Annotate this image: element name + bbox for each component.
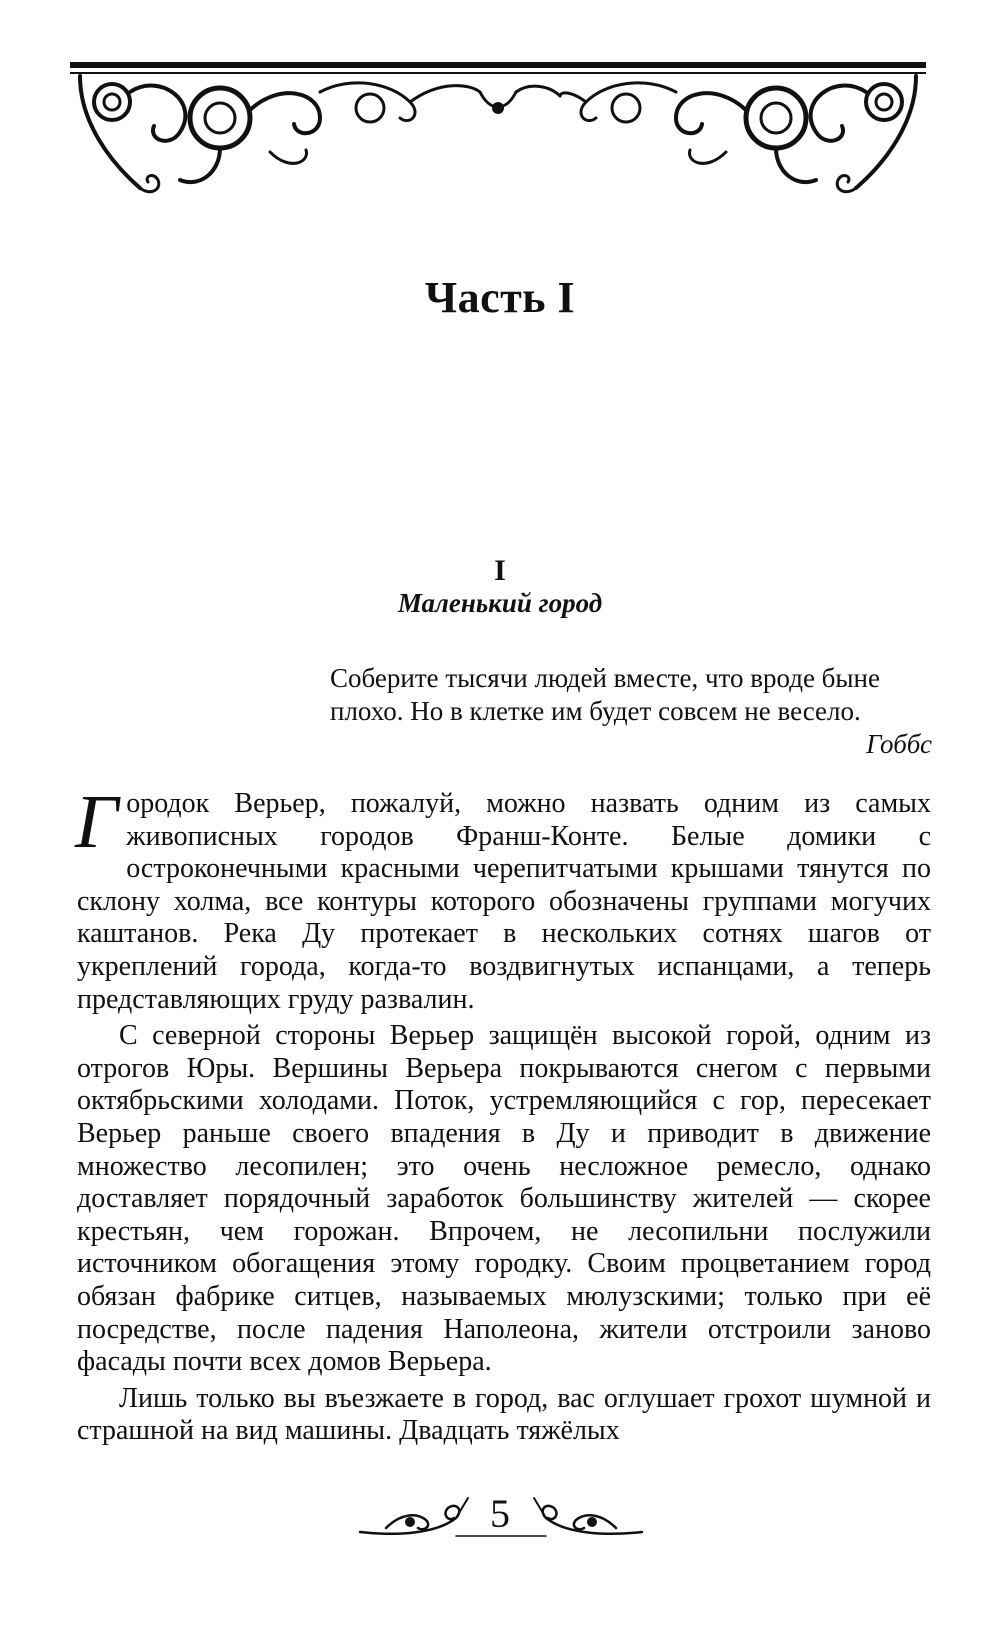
epigraph-author: Гоббс bbox=[866, 729, 932, 759]
part-title: Часть I bbox=[424, 273, 576, 322]
paragraph-text: ородок Верьер, пожалуй, можно назвать одним из самых живописных городов Франш-Конте. Белые домики с остроконечными красными черепитчатыми крышами тянутся по склону холма, все контуры которого обозначены группами могучих каштанов. Река Ду протекает в нескольких сотнях шагов от укреплений города, когда-то воздвигнутых испанцами, а теперь представляющих груду развалин. bbox=[77, 788, 931, 1015]
chapter-number: I bbox=[494, 554, 506, 587]
chapter-title: Маленький город bbox=[397, 588, 603, 618]
paragraph bbox=[75, 780, 931, 1016]
epigraph-line: Соберите тысячи людей вместе, что вроде быне bbox=[330, 663, 880, 693]
drop-cap: Г bbox=[75, 780, 119, 864]
epigraph bbox=[330, 662, 932, 761]
paragraph: С северной стороны Верьер защищён высокой горой, одним из отрогов Юры. Вершины Верьера покрываются снегом с первыми октябрьскими холодами. Поток, устремляющийся с гор, пересекает Верьер раньше своего впадения в Ду и приводит в движение множество лесопилен; это очень несложное ремесло, однако доставляет порядочный заработок большинству жителей — скорее крестьян, чем горожан. Впрочем, не лесопильни послужили источником обогащения этому городку. Своим процветанием город обязан фабрике ситцев, называемых мюлузскими; только при её посредстве, после падения Наполеона, жители отстроили заново фасады почти всех домов Верьера. bbox=[77, 1020, 931, 1378]
epigraph-line: плохо. Но в клетке им будет совсем не весело. bbox=[330, 696, 861, 726]
page-number: 5 bbox=[490, 1491, 510, 1536]
paragraph: Лишь только вы въезжаете в город, вас оглушает грохот шумной и страшной на вид машины. Двадцать тяжёлых bbox=[77, 1382, 931, 1447]
top-ornament-border bbox=[70, 62, 926, 202]
chapter-body bbox=[75, 780, 931, 1448]
